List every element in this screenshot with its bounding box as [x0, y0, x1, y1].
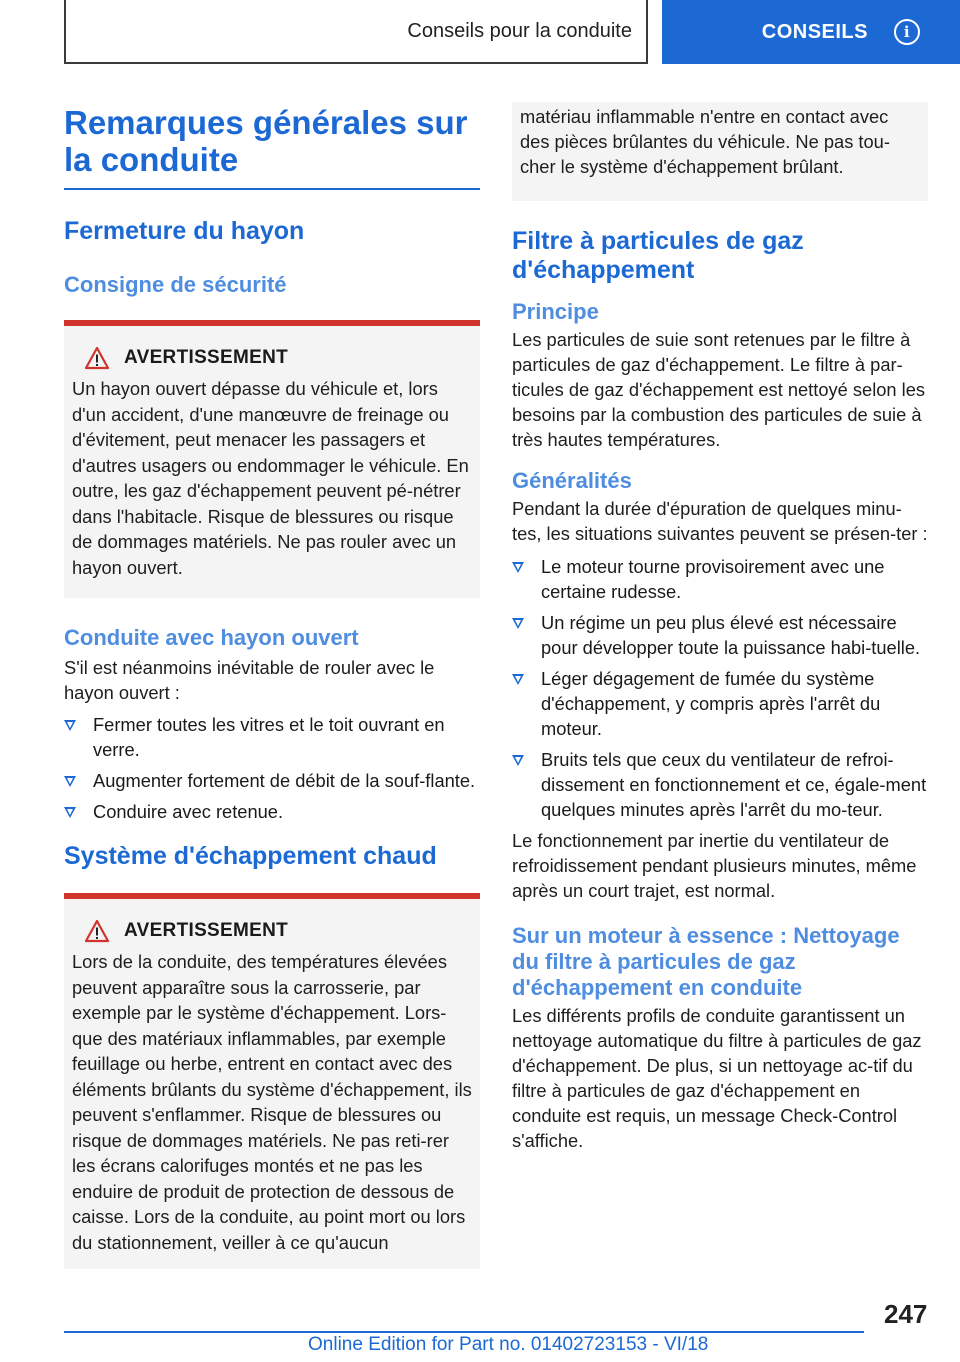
generalites-intro: Pendant la durée d'épuration de quelques minu-tes, les situations suivantes peuvent se présen-ter : [512, 498, 928, 544]
warning-triangle-icon [84, 919, 110, 943]
essence-text: Les différents profils de conduite garantissent un nettoyage automatique du filtre à particules de gaz d'échappement. De plus, si un nettoyage ac-tif du filtre à particules de gaz d'échappement en conduite est requis, un message Check-Control s'affiche. [512, 1005, 922, 1151]
bullet-triangle-icon [64, 807, 76, 818]
warning-label: AVERTISSEMENT [124, 347, 289, 368]
bullet-triangle-icon [64, 720, 76, 731]
warning-triangle-icon [84, 346, 110, 370]
conduite-intro: S'il est néanmoins inévitable de rouler avec le hayon ouvert : [64, 657, 435, 703]
bullet-triangle-icon [512, 618, 524, 629]
generalites-list [512, 554, 928, 822]
warning-box-continued [512, 102, 928, 201]
bullet-triangle-icon [512, 674, 524, 685]
heading-consigne: Consigne de sécurité [64, 272, 287, 297]
heading-echappement: Système d'échappement chaud [64, 842, 437, 870]
header-section-label: Conseils pour la conduite [407, 19, 632, 42]
warning-box-hayon [64, 320, 480, 598]
page-number: 247 [884, 1299, 928, 1329]
generalites-outro: Le fonctionnement par inertie du ventilateur de refroidissement pendant plusieurs minutes, même après un court trajet, est normal. [512, 830, 917, 901]
page-title: Remarques générales sur la conduite [64, 104, 468, 178]
warning-text-continued: matériau inflammable n'entre en contact avec des pièces brûlantes du véhicule. Ne pas tou-cher le système d'échappement brûlant. [520, 106, 890, 177]
heading-conduite-hayon: Conduite avec hayon ouvert [64, 625, 359, 650]
footer-divider [64, 1331, 864, 1333]
bullet-triangle-icon [512, 755, 524, 766]
header-section-tab [64, 0, 648, 64]
warning-box-echappement [64, 893, 480, 1269]
info-icon: i [894, 19, 920, 45]
bullet-triangle-icon [64, 776, 76, 787]
list-item: Conduire avec retenue. [64, 799, 480, 824]
warning-label: AVERTISSEMENT [124, 920, 289, 941]
heading-principe: Principe [512, 299, 599, 324]
conduite-list [64, 712, 480, 824]
header-chapter-tab [662, 0, 960, 64]
list-item: Léger dégagement de fumée du système d'échappement, y compris après l'arrêt du moteur. [512, 666, 928, 741]
right-column [512, 102, 928, 1153]
warning-text: Lors de la conduite, des températures élevées peuvent apparaître sous la carrosserie, par exemple par le système d'échappement. Lors-que des matériaux inflammables, par exemple feuillage ou herbe, entrent en contact avec des éléments brûlants du système d'échappement, ils peuvent s'enflammer. Risque de blessures ou risque de dommages matériels. Ne pas reti-rer les écrans calorifuges montés et ne pas les enduire de produit de protection de dessous de caisse. Lors de la conduite, au point mort ou lors du stationnement, veiller à ce qu'aucun [72, 951, 472, 1253]
list-item: Fermer toutes les vitres et le toit ouvrant en verre. [64, 712, 480, 762]
heading-hayon: Fermeture du hayon [64, 217, 305, 245]
footer-edition: Online Edition for Part no. 01402723153 - VI/18 [308, 1334, 709, 1355]
heading-essence: Sur un moteur à essence : Nettoyage du filtre à particules de gaz d'échappement en conduite [512, 923, 900, 1000]
left-column [64, 100, 480, 1269]
list-item: Augmenter fortement de débit de la souf-flante. [64, 768, 480, 793]
header-chapter-label: CONSEILS [761, 20, 868, 43]
list-item: Le moteur tourne provisoirement avec une certaine rudesse. [512, 554, 928, 604]
warning-text: Un hayon ouvert dépasse du véhicule et, lors d'un accident, d'une manœuvre de freinage ou d'évitement, peut menacer les passagers et d'autres usagers ou endommager le véhicule. En outre, les gaz d'échappement peuvent pé-nétrer dans l'habitacle. Risque de blessures ou risque de dommages matériels. Ne pas rouler avec un hayon ouvert. [72, 378, 469, 578]
list-item: Un régime un peu plus élevé est nécessaire pour développer toute la puissance habi-tuelle. [512, 610, 928, 660]
principe-text: Les particules de suie sont retenues par le filtre à particules de gaz d'échappement. Le filtre à par-ticules de gaz d'échappement est nettoyé selon les besoins par la combustion des particules de suie à très hautes températures. [512, 329, 926, 450]
list-item: Bruits tels que ceux du ventilateur de refroi-dissement en fonctionnement et ce, égale-ment quelques minutes après l'arrêt du mo-teur. [512, 747, 928, 822]
title-divider [64, 188, 480, 190]
heading-filtre: Filtre à particules de gaz d'échappement [512, 227, 804, 284]
heading-generalites: Généralités [512, 468, 632, 493]
bullet-triangle-icon [512, 562, 524, 573]
